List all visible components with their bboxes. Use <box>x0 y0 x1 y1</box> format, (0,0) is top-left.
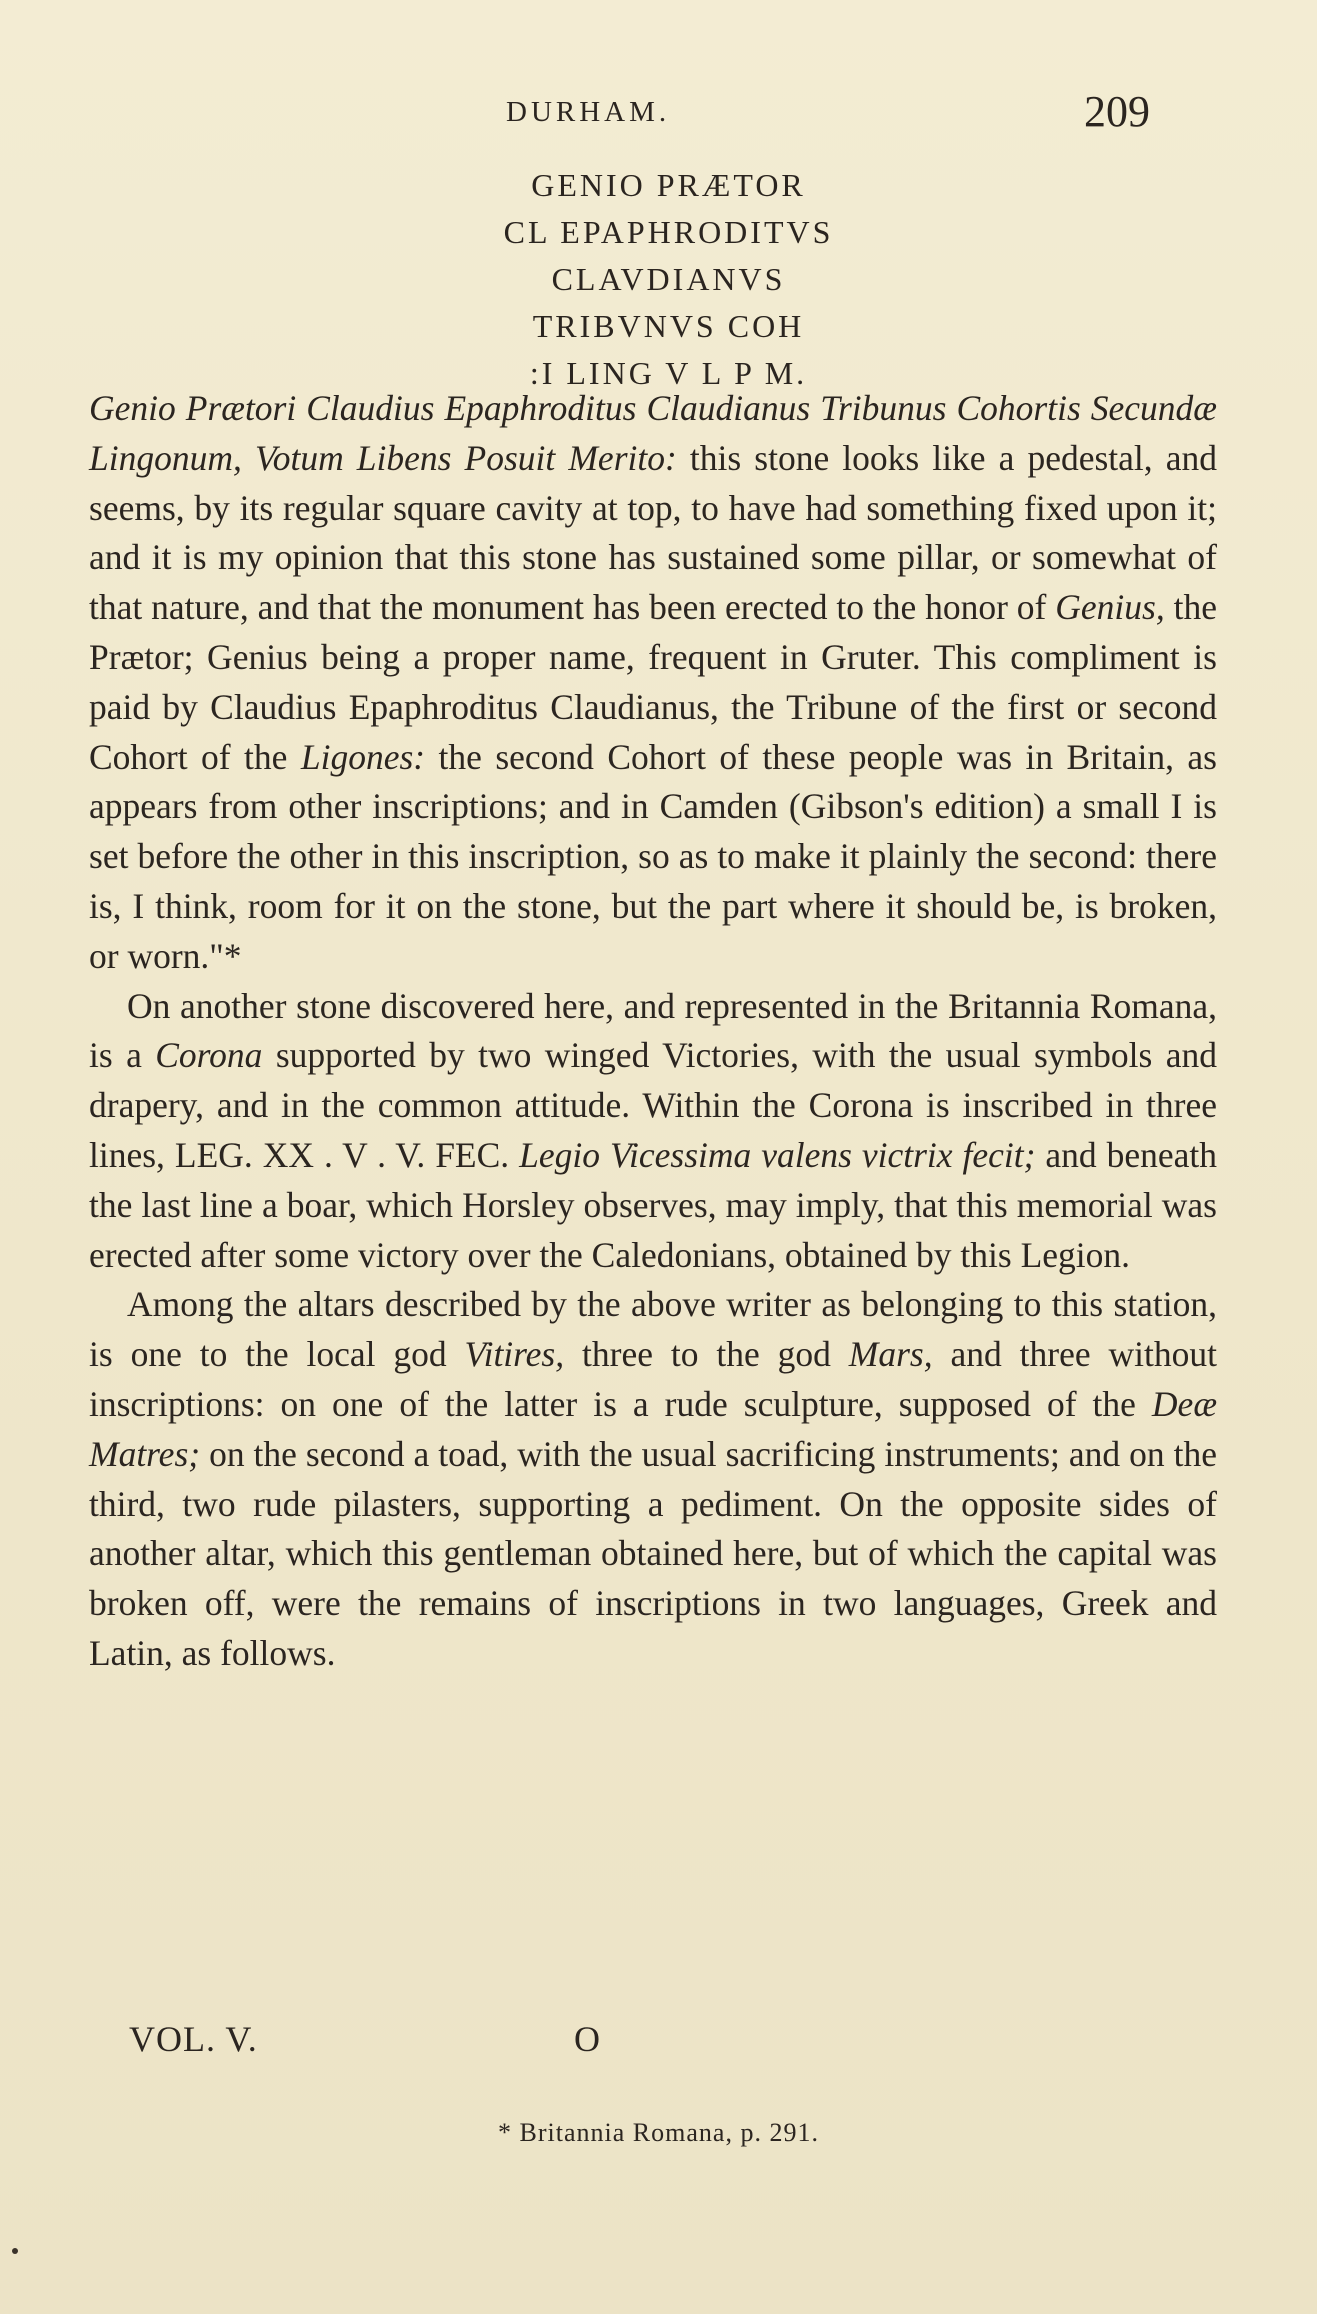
text-run: the second Cohort of these people was in Britain, as appears from other inscriptions; and in Camden (Gibson's edition) a small I is set before the other in this inscription, so as to make it plainly the second: there is, I think, room for it on the stone, but the part where it should be, is broken, or worn."* <box>89 736 1217 976</box>
text-run: supported by two winged Victories, with the usual symbols and drapery, and in the common attitude. Within the Corona is inscribed in three lines, LEG. XX . V . V. FEC. <box>89 1035 1217 1175</box>
latin-expansion: Genio Prætori Claudius Epaphroditus Claudianus Tribunus Cohortis Secundæ Lingonum, Votum Libens Posuit Merito: <box>89 388 1217 478</box>
signature-mark: O <box>574 2019 600 2059</box>
ink-speck <box>12 2248 18 2254</box>
paragraph-3 <box>89 1280 1217 1678</box>
inscription-block <box>0 162 1317 397</box>
text-run: three to the god <box>564 1334 849 1375</box>
italic-run: Vitires, <box>464 1334 565 1375</box>
text-run: and beneath the last line a boar, which Horsley observes, may imply, that this memorial was erected after some victory over the Caledonians, obtained by this Legion. <box>89 1134 1217 1275</box>
italic-run: Mars, <box>848 1334 933 1375</box>
italic-run: Corona <box>155 1035 263 1076</box>
running-head-title: DURHAM. <box>506 96 671 128</box>
italic-run: Ligones: <box>300 736 426 777</box>
italic-run: Deæ Matres; <box>89 1383 1217 1474</box>
inscription-line: CL EPAPHRODITVS <box>503 214 834 250</box>
volume-label: VOL. V. <box>129 2019 258 2059</box>
footnote: * Britannia Romana, p. 291. <box>498 2118 819 2147</box>
inscription-line: :I LING V L P M. <box>529 355 808 391</box>
text-run: On another stone discovered here, and represented in the Britannia Romana, is a <box>89 985 1217 1076</box>
inscription-line: CLAVDIANVS <box>551 261 786 297</box>
page-number: 209 <box>1084 87 1150 136</box>
italic-run: Genius, <box>1055 587 1165 628</box>
inscription-line: GENIO PRÆTOR <box>531 167 806 203</box>
signature-line <box>89 2018 1217 2068</box>
text-run: the Prætor; Genius being a proper name, frequent in Gruter. This compliment is paid by Claudius Epaphroditus Claudianus, the Tribune of the first or second Cohort of the <box>89 587 1217 777</box>
text-run: this stone looks like a pedestal, and seems, by its regular square cavity at top, to have had something fixed upon it; and it is my opinion that this stone has sustained some pillar, or somewhat of that nature, and that the monument has been erected to the honor of <box>89 437 1217 628</box>
paragraph-2 <box>89 982 1217 1281</box>
running-head <box>0 82 1317 136</box>
italic-run: Legio Vicessima valens victrix fecit; <box>519 1134 1036 1175</box>
body-text <box>89 384 1217 1679</box>
text-run: and three without inscriptions: on one of the latter is a rude sculpture, supposed of the <box>89 1334 1217 1424</box>
text-run: Among the altars described by the above writer as belonging to this station, is one to the local god <box>89 1284 1217 1375</box>
paragraph-1 <box>89 384 1217 982</box>
text-run: on the second a toad, with the usual sacrificing instruments; and on the third, two rude pilasters, supporting a pediment. On the opposite sides of another altar, which this gentleman obtained here, but of which the capital was broken off, were the remains of inscriptions in two languages, Greek and Latin, as follows. <box>89 1433 1217 1673</box>
inscription-line: TRIBVNVS COH <box>532 308 805 344</box>
